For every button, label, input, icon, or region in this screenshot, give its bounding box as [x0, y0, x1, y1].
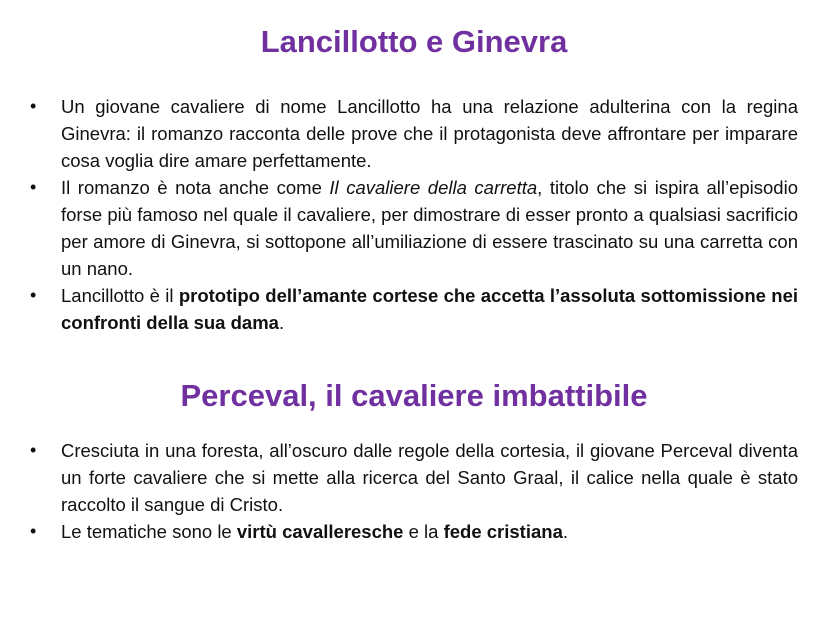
bullet-item — [30, 518, 798, 545]
section-title-lancillotto: Lancillotto e Ginevra — [260, 24, 568, 59]
bullet-item — [30, 282, 798, 336]
bold-phrase: fede cristiana — [443, 521, 563, 542]
bullet-item — [30, 174, 798, 282]
bullet-text: . — [278, 312, 285, 333]
bullet-text: Un giovane cavaliere di nome Lancillotto ha una relazione adulterina con la regina Ginevra: il romanzo racconta delle prove che il protagonista deve affrontare per imparare cosa voglia dire amare perfettamente. — [61, 96, 798, 171]
section-title-perceval: Perceval, il cavaliere imbattibile — [180, 378, 648, 413]
bold-phrase: virtù cavalleresche — [236, 521, 404, 542]
bullet-text: e la — [403, 521, 444, 542]
bullet-item — [30, 437, 798, 518]
bullet-text: , titolo che si ispira all’episodio forse più famoso nel quale il cavaliere, per dimostrare di esser pronto a qualsiasi sacrificio per amore di Ginevra, si sottopone all’umiliazione di essere trascinato su una carretta con un nano. — [61, 177, 798, 279]
bullet-item — [30, 93, 798, 174]
bullet-list-perceval — [30, 437, 798, 545]
bullet-text: Le tematiche sono le — [61, 521, 237, 542]
bullet-list-lancillotto — [30, 93, 798, 336]
bold-phrase: prototipo dell’amante cortese che accetta l’assoluta sottomissione nei confronti della sua dama — [61, 285, 798, 333]
bullet-text: Il romanzo è nota anche come — [61, 177, 330, 198]
bullet-text: Lancillotto è il — [61, 285, 179, 306]
bullet-text: Cresciuta in una foresta, all’oscuro dalle regole della cortesia, il giovane Perceval diventa un forte cavaliere che si mette alla ricerca del Santo Graal, il calice nella quale è stato raccolto il sangue di Cristo. — [61, 440, 798, 515]
work-title: Il cavaliere della carretta — [329, 177, 538, 198]
bullet-text: . — [562, 521, 568, 542]
